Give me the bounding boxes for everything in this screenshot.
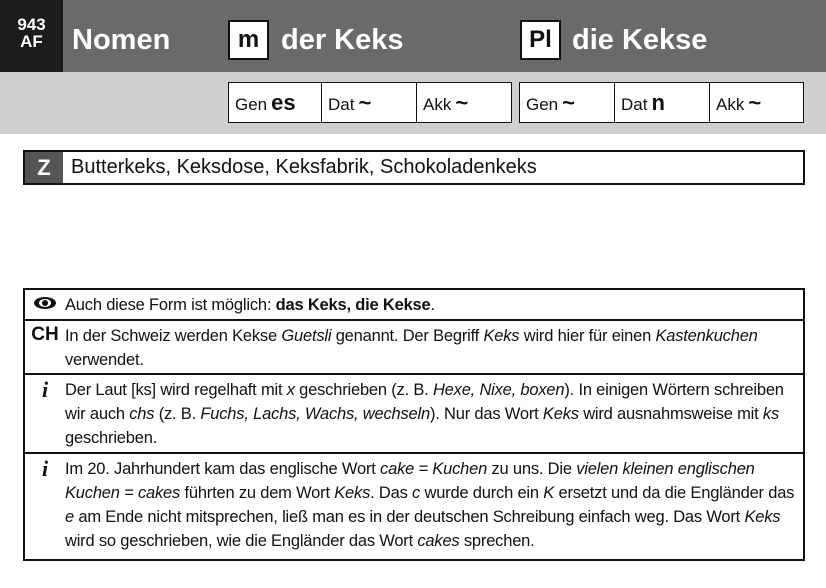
note-row xyxy=(25,290,803,319)
declension-cell xyxy=(709,82,804,123)
entry-id-badge xyxy=(0,0,63,72)
case-ending: ~ xyxy=(748,90,762,115)
entry-letters: AF xyxy=(20,32,43,51)
case-ending: ~ xyxy=(562,90,575,115)
note-text-fragment: chs xyxy=(129,405,155,423)
compounds-box xyxy=(23,150,805,185)
headword-singular: der Keks xyxy=(281,24,404,56)
note-text-fragment: Auch diese Form ist möglich: xyxy=(65,296,276,314)
note-text xyxy=(65,293,799,317)
note-text-fragment: x xyxy=(286,381,295,399)
case-ending: ~ xyxy=(358,90,372,115)
gender-marker-singular: m xyxy=(228,20,269,60)
info-icon: i xyxy=(41,456,49,481)
case-ending: es xyxy=(271,90,296,115)
note-text-fragment: ). In einigen Wörtern schreiben wir auch xyxy=(65,381,784,423)
note-text-fragment: wird ausnahmsweise mit xyxy=(578,405,763,423)
note-text-fragment: Keks xyxy=(542,405,579,423)
declension-cell xyxy=(416,82,512,123)
note-text-fragment: Keks xyxy=(483,327,520,345)
case-label: Gen xyxy=(526,95,559,114)
note-row xyxy=(25,319,803,373)
note-text-fragment: Keks xyxy=(744,508,781,526)
eye-icon xyxy=(25,291,65,317)
note-text-fragment: c xyxy=(412,484,421,502)
declension-cell xyxy=(519,82,615,123)
note-text-fragment: ks xyxy=(762,405,780,423)
note-text-fragment: cake = Kuchen xyxy=(380,460,488,478)
case-label: Gen xyxy=(235,95,268,114)
note-text-fragment: sprechen. xyxy=(459,532,535,550)
compounds-tag: Z xyxy=(25,152,63,183)
case-label: Dat xyxy=(621,95,648,114)
ch-label: CH xyxy=(31,324,59,345)
note-text xyxy=(65,378,799,450)
note-text-fragment: K xyxy=(543,484,555,502)
note-text-fragment: das Keks, die Kekse xyxy=(275,296,431,314)
note-text-fragment: wurde durch ein xyxy=(420,484,544,502)
note-text-fragment: Im 20. Jahrhundert kam das englische Wort xyxy=(65,460,381,478)
note-row xyxy=(25,373,803,452)
notes-box xyxy=(23,288,805,561)
info-icon: i xyxy=(41,377,49,402)
note-text-fragment: In der Schweiz werden Kekse xyxy=(65,327,282,345)
headword-plural: die Kekse xyxy=(572,24,708,56)
note-text-fragment: (z. B. xyxy=(154,405,201,423)
note-text-fragment: am Ende nicht mitsprechen, ließ man es in der deutschen Schreibung einfach weg. Das Wort xyxy=(73,508,745,526)
case-ending: n xyxy=(651,90,665,115)
gender-marker-plural: Pl xyxy=(520,20,561,60)
note-text-fragment: führten zu dem Wort xyxy=(180,484,335,502)
note-text-fragment: geschrieben (z. B. xyxy=(294,381,433,399)
note-text-fragment: Keks xyxy=(334,484,371,502)
note-text-fragment: Kastenkuchen xyxy=(655,327,758,345)
part-of-speech: Nomen xyxy=(72,24,171,56)
note-text-fragment: geschrieben. xyxy=(65,429,158,447)
case-label: Akk xyxy=(716,95,745,114)
note-text-fragment: vielen kleinen englischen Kuchen = cakes xyxy=(65,460,755,502)
note-text-fragment: e xyxy=(65,508,74,526)
declension-cell xyxy=(321,82,417,123)
note-text-fragment: Guetsli xyxy=(281,327,332,345)
compounds-list: Butterkeks, Keksdose, Keksfabrik, Schokoladenkeks xyxy=(71,156,537,178)
note-text-fragment: . xyxy=(430,296,435,314)
note-row xyxy=(25,452,803,559)
note-text-fragment: Fuchs, Lachs, Wachs, wechseln xyxy=(200,405,430,423)
note-text-fragment: ). Nur das Wort xyxy=(429,405,543,423)
note-text-fragment: ersetzt und da die Engländer das xyxy=(554,484,795,502)
note-text-fragment: Hexe, Nixe, boxen xyxy=(432,381,565,399)
case-label: Akk xyxy=(423,95,452,114)
declension-cell xyxy=(228,82,322,123)
case-ending: ~ xyxy=(455,90,469,115)
note-text-fragment: Der Laut [ks] wird regelhaft mit xyxy=(65,381,287,399)
note-text-fragment: cakes xyxy=(417,532,460,550)
note-text xyxy=(65,457,799,553)
case-label: Dat xyxy=(328,95,355,114)
declension-cell xyxy=(614,82,710,123)
note-text xyxy=(65,324,799,372)
note-text-fragment: wird hier für einen xyxy=(519,327,656,345)
note-text-fragment: wird so geschrieben, wie die Engländer das Wort xyxy=(65,532,418,550)
note-text-fragment: zu uns. Die xyxy=(487,460,577,478)
entry-number: 943 xyxy=(17,15,46,34)
note-text-fragment: verwendet. xyxy=(65,351,144,369)
note-text-fragment: . Das xyxy=(370,484,413,502)
note-text-fragment: genannt. Der Begriff xyxy=(331,327,484,345)
